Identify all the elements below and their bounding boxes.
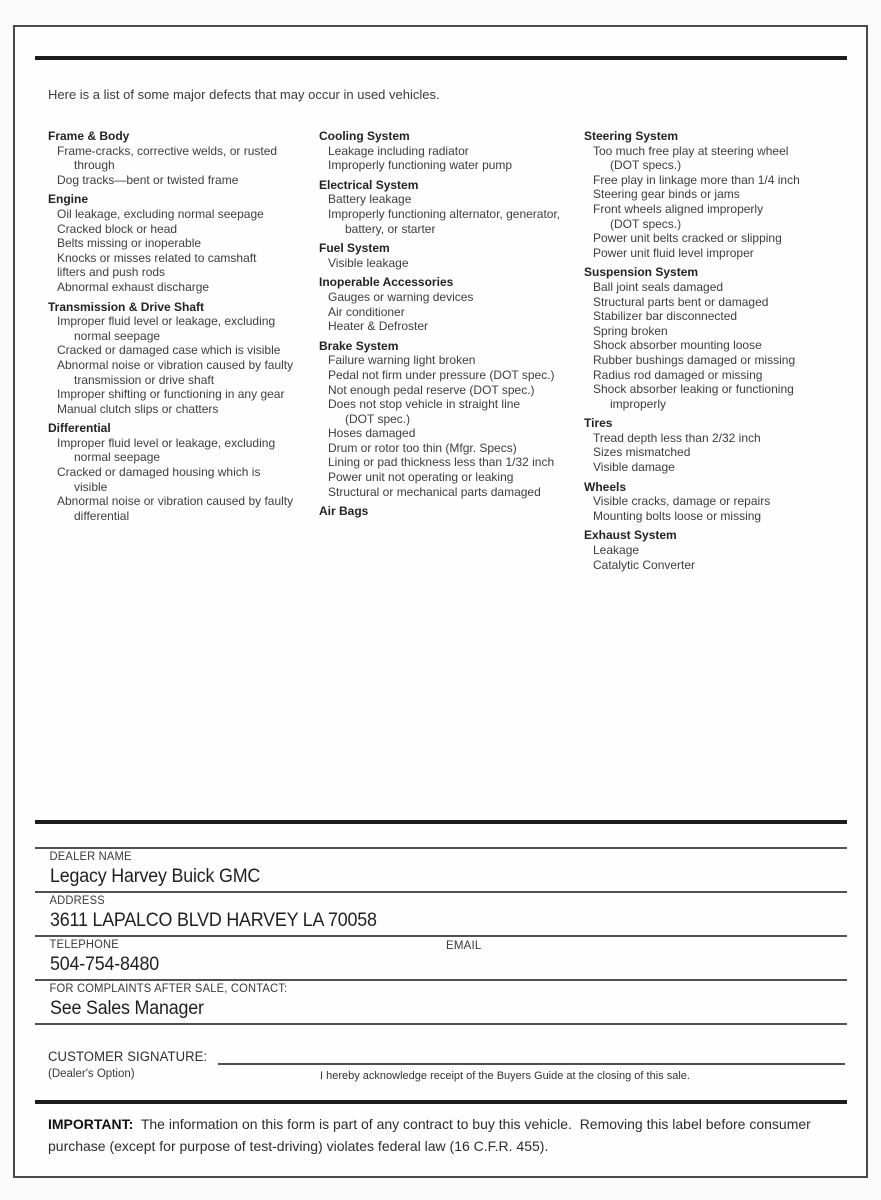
important-text: The information on this form is part of any contract to buy this vehicle. Removing this label before consumer purchase (except for purpose of test-driving) violates federal law (16 C.F.R. 455). <box>48 1116 815 1154</box>
defect-item-line: Radius rod damaged or missing <box>593 367 763 382</box>
defect-item-line: Abnormal noise or vibration caused by faulty <box>57 494 294 509</box>
defect-item-line: (DOT specs.) <box>610 216 682 231</box>
dealer-field <box>35 891 847 935</box>
defect-item-line: Ball joint seals damaged <box>593 279 724 294</box>
defect-item-line: battery, or starter <box>345 221 436 236</box>
defect-item-line: Cracked or damaged housing which is <box>57 465 261 480</box>
defect-item-line: Spring broken <box>593 323 668 338</box>
defect-item-line: Improper shifting or functioning in any gear <box>57 387 285 402</box>
defect-item-line: Does not stop vehicle in straight line <box>328 397 521 412</box>
defect-item-line: Power unit not operating or leaking <box>328 470 514 485</box>
defect-item-line: Visible leakage <box>328 255 409 270</box>
dealer-field-label: FOR COMPLAINTS AFTER SALE, CONTACT: <box>49 983 288 995</box>
dealer-field-label-secondary: EMAIL <box>446 940 482 952</box>
defect-section-title: Steering System <box>584 129 679 143</box>
defect-item-line: lifters and push rods <box>57 265 166 280</box>
defect-item-line: Knocks or misses related to camshaft <box>57 250 257 265</box>
dealer-field-value: See Sales Manager <box>50 998 204 1019</box>
defects-column-1 <box>48 124 314 523</box>
defect-item-line: Visible cracks, damage or repairs <box>593 494 771 509</box>
defect-item-line: Drum or rotor too thin (Mfgr. Specs) <box>328 440 517 455</box>
defect-section-title: Electrical System <box>319 177 419 192</box>
defect-item-line: (DOT spec.) <box>345 411 411 426</box>
defect-item-line: Leakage including radiator <box>328 143 469 158</box>
defect-item-line: Structural or mechanical parts damaged <box>328 484 541 499</box>
important-divider-rule <box>35 1100 847 1104</box>
defect-item-line: Improper fluid level or leakage, excluding <box>57 314 276 329</box>
defect-section-title: Cooling System <box>319 129 410 143</box>
dealer-section-divider-rule <box>35 820 847 824</box>
defect-item-line: Power unit belts cracked or slipping <box>593 231 782 246</box>
defect-item-line: Catalytic Converter <box>593 557 696 572</box>
defect-item-line: transmission or drive shaft <box>74 372 215 387</box>
customer-signature-label: CUSTOMER SIGNATURE: <box>48 1049 208 1064</box>
defect-item-line: differential <box>74 508 130 523</box>
form-border <box>13 25 868 1178</box>
defect-section-title: Wheels <box>584 479 627 494</box>
defect-item-line: Oil leakage, excluding normal seepage <box>57 206 264 221</box>
defect-section-title: Air Bags <box>319 504 369 519</box>
defect-item-line: Power unit fluid level improper <box>593 245 754 260</box>
defect-item-line: Tread depth less than 2/32 inch <box>593 430 761 445</box>
defect-item-line: Gauges or warning devices <box>328 289 474 304</box>
dealer-field-value: 3611 LAPALCO BLVD HARVEY LA 70058 <box>50 910 377 931</box>
defect-item-line: Sizes mismatched <box>593 445 691 460</box>
defect-item-line: Heater & Defroster <box>328 319 429 334</box>
defect-item-line: Visible damage <box>593 460 675 475</box>
defect-section-title: Transmission & Drive Shaft <box>48 299 205 314</box>
dealer-field <box>35 935 847 979</box>
defect-item-line: Leakage <box>593 543 640 558</box>
defect-section-title: Exhaust System <box>584 528 677 543</box>
defect-section-title: Engine <box>48 192 89 207</box>
defect-item-line: Steering gear binds or jams <box>593 187 740 202</box>
defect-section-title: Differential <box>48 421 111 436</box>
dealer-field-value: 504-754-8480 <box>50 954 160 975</box>
defect-item-line: normal seepage <box>74 450 161 465</box>
defect-item-line: Free play in linkage more than 1/4 inch <box>593 172 800 187</box>
dealer-fields <box>35 847 847 1025</box>
dealers-option-label: (Dealer's Option) <box>48 1068 135 1080</box>
defects-column-3 <box>584 124 854 572</box>
defect-item-line: Improperly functioning water pump <box>328 158 513 173</box>
defect-item-line: Frame-cracks, corrective welds, or rusted <box>57 143 278 158</box>
important-label: IMPORTANT: <box>48 1116 134 1132</box>
defect-section-title: Frame & Body <box>48 129 130 143</box>
defect-item-line: Cracked or damaged case which is visible <box>57 343 281 358</box>
defect-item-line: Manual clutch slips or chatters <box>57 401 219 416</box>
dealer-field-value: Legacy Harvey Buick GMC <box>50 866 261 887</box>
defects-intro-text: Here is a list of some major defects that may occur in used vehicles. <box>48 87 440 102</box>
defect-item-line: Cracked block or head <box>57 221 178 236</box>
dealer-field <box>35 979 847 1023</box>
defect-item-line: (DOT specs.) <box>610 158 682 173</box>
defect-item-line: Mounting bolts loose or missing <box>593 508 762 523</box>
defect-item-line: Abnormal noise or vibration caused by faulty <box>57 357 294 372</box>
dealer-field <box>35 847 847 891</box>
defect-item-line: Improper fluid level or leakage, excluding <box>57 435 276 450</box>
dealer-field-label: TELEPHONE <box>49 939 119 951</box>
top-divider-rule <box>35 56 847 60</box>
defect-item-line: Front wheels aligned improperly <box>593 201 764 216</box>
dealer-info-section <box>35 820 847 1025</box>
defect-item-line: Rubber bushings damaged or missing <box>593 352 796 367</box>
customer-signature-line <box>218 1063 845 1065</box>
signature-acknowledgement-text: I hereby acknowledge receipt of the Buyers Guide at the closing of this sale. <box>320 1070 690 1082</box>
defect-item-line: normal seepage <box>74 328 161 343</box>
defect-section-title: Tires <box>584 416 613 431</box>
defect-item-line: through <box>74 158 115 173</box>
important-notice <box>48 1113 854 1157</box>
defect-section-title: Fuel System <box>319 241 390 256</box>
defect-item-line: improperly <box>610 396 667 411</box>
defect-item-line: Improperly functioning alternator, generator, <box>328 206 561 221</box>
defect-item-line: Too much free play at steering wheel <box>593 143 789 158</box>
defect-item-line: Air conditioner <box>328 304 405 319</box>
defect-item-line: Shock absorber mounting loose <box>593 338 762 353</box>
defect-section-title: Brake System <box>319 338 399 353</box>
defect-item-line: Failure warning light broken <box>328 353 476 368</box>
defect-item-line: Hoses damaged <box>328 426 416 441</box>
defect-item-line: Stabilizer bar disconnected <box>593 309 738 324</box>
dealer-field-label: DEALER NAME <box>49 851 132 863</box>
dealer-field-label: ADDRESS <box>49 895 105 907</box>
defect-item-line: Shock absorber leaking or functioning <box>593 382 794 397</box>
defect-item-line: Battery leakage <box>328 192 412 207</box>
dealer-fields-bottom-line <box>35 1023 847 1025</box>
defect-item-line: Pedal not firm under pressure (DOT spec.) <box>328 367 555 382</box>
defect-item-line: visible <box>74 479 108 494</box>
defect-item-line: Lining or pad thickness less than 1/32 inch <box>328 455 555 470</box>
defect-item-line: Dog tracks—bent or twisted frame <box>57 172 239 187</box>
defect-item-line: Structural parts bent or damaged <box>593 294 769 309</box>
defect-item-line: Not enough pedal reserve (DOT spec.) <box>328 382 535 397</box>
defect-section-title: Inoperable Accessories <box>319 275 454 290</box>
defect-section-title: Suspension System <box>584 265 699 280</box>
defect-item-line: Belts missing or inoperable <box>57 236 202 251</box>
defect-item-line: Abnormal exhaust discharge <box>57 279 210 294</box>
defects-column-2 <box>319 124 581 519</box>
